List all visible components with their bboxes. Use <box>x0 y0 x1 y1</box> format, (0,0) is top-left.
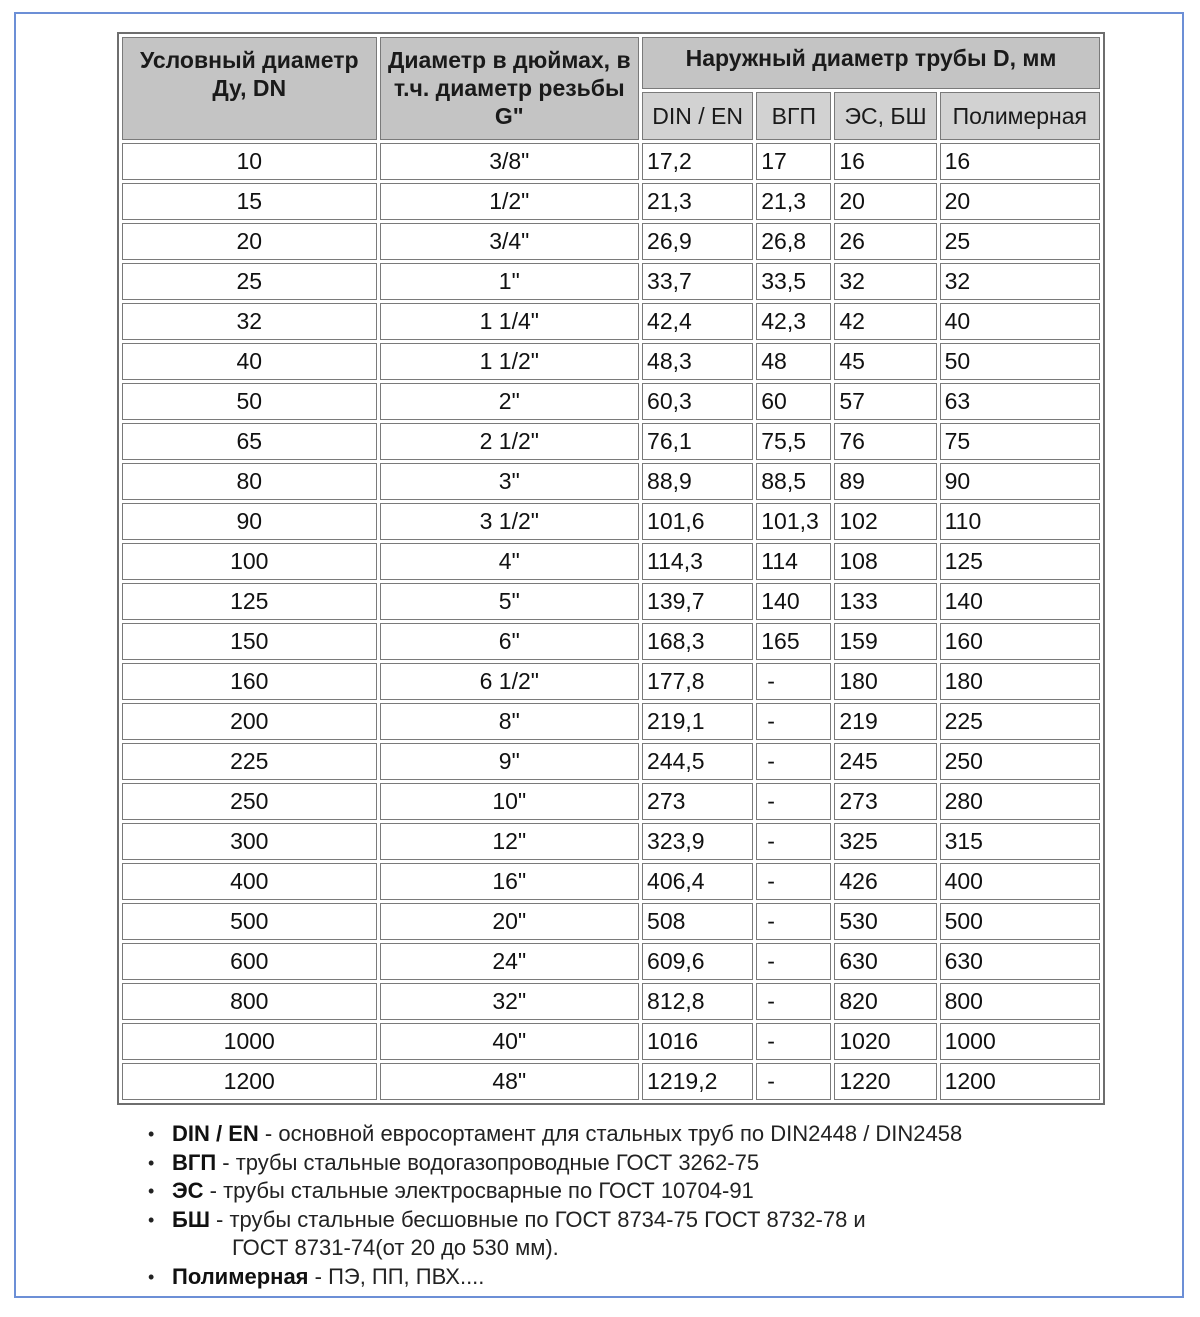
cell-es-bsh: 630 <box>834 943 936 980</box>
cell-din-en: 48,3 <box>642 343 753 380</box>
legend-notes <box>134 1120 962 1291</box>
legend-note <box>134 1263 962 1292</box>
bullet-icon: • <box>148 1209 155 1230</box>
table-row <box>122 463 1100 500</box>
cell-nominal-diameter: 50 <box>122 383 377 420</box>
legend-term: Полимерная <box>172 1263 309 1289</box>
cell-es-bsh: 273 <box>834 783 936 820</box>
cell-inch-diameter: 5" <box>380 583 640 620</box>
cell-polymer: 1000 <box>940 1023 1100 1060</box>
cell-inch-diameter: 1/2" <box>380 183 640 220</box>
bullet-icon: • <box>148 1152 155 1173</box>
table-row <box>122 703 1100 740</box>
cell-inch-diameter: 2 1/2" <box>380 423 640 460</box>
cell-polymer: 250 <box>940 743 1100 780</box>
header-din-en: DIN / EN <box>642 92 753 140</box>
cell-nominal-diameter: 20 <box>122 223 377 260</box>
cell-vgp: 60 <box>756 383 831 420</box>
table-row <box>122 783 1100 820</box>
cell-polymer: 75 <box>940 423 1100 460</box>
cell-polymer: 160 <box>940 623 1100 660</box>
cell-es-bsh: 180 <box>834 663 936 700</box>
cell-din-en: 101,6 <box>642 503 753 540</box>
cell-inch-diameter: 2" <box>380 383 640 420</box>
cell-inch-diameter: 40" <box>380 1023 640 1060</box>
cell-es-bsh: 159 <box>834 623 936 660</box>
legend-description: - трубы стальные электросварные по ГОСТ 10704-91 <box>203 1178 754 1203</box>
cell-es-bsh: 1220 <box>834 1063 936 1100</box>
cell-vgp: 26,8 <box>756 223 831 260</box>
legend-description-continued: ГОСТ 8731-74(от 20 до 530 мм). <box>232 1235 559 1260</box>
table-row <box>122 543 1100 580</box>
cell-din-en: 60,3 <box>642 383 753 420</box>
cell-nominal-diameter: 10 <box>122 143 377 180</box>
cell-es-bsh: 20 <box>834 183 936 220</box>
cell-din-en: 17,2 <box>642 143 753 180</box>
cell-polymer: 140 <box>940 583 1100 620</box>
cell-din-en: 26,9 <box>642 223 753 260</box>
cell-nominal-diameter: 400 <box>122 863 377 900</box>
cell-polymer: 40 <box>940 303 1100 340</box>
cell-inch-diameter: 4" <box>380 543 640 580</box>
cell-vgp: - <box>756 983 831 1020</box>
cell-es-bsh: 530 <box>834 903 936 940</box>
table-row <box>122 143 1100 180</box>
header-vgp: ВГП <box>756 92 831 140</box>
cell-es-bsh: 245 <box>834 743 936 780</box>
cell-nominal-diameter: 500 <box>122 903 377 940</box>
cell-es-bsh: 89 <box>834 463 936 500</box>
cell-vgp: - <box>756 663 831 700</box>
cell-es-bsh: 16 <box>834 143 936 180</box>
cell-vgp: 48 <box>756 343 831 380</box>
cell-din-en: 21,3 <box>642 183 753 220</box>
table-row <box>122 1023 1100 1060</box>
cell-vgp: 140 <box>756 583 831 620</box>
table-row <box>122 863 1100 900</box>
cell-vgp: 88,5 <box>756 463 831 500</box>
cell-vgp: - <box>756 823 831 860</box>
cell-vgp: 101,3 <box>756 503 831 540</box>
cell-es-bsh: 57 <box>834 383 936 420</box>
cell-din-en: 177,8 <box>642 663 753 700</box>
cell-vgp: 165 <box>756 623 831 660</box>
cell-nominal-diameter: 15 <box>122 183 377 220</box>
table-row <box>122 663 1100 700</box>
cell-polymer: 315 <box>940 823 1100 860</box>
cell-inch-diameter: 3" <box>380 463 640 500</box>
cell-inch-diameter: 12" <box>380 823 640 860</box>
cell-nominal-diameter: 250 <box>122 783 377 820</box>
cell-inch-diameter: 3/4" <box>380 223 640 260</box>
header-es-bsh: ЭС, БШ <box>834 92 936 140</box>
cell-nominal-diameter: 25 <box>122 263 377 300</box>
cell-vgp: - <box>756 703 831 740</box>
cell-polymer: 63 <box>940 383 1100 420</box>
cell-din-en: 88,9 <box>642 463 753 500</box>
cell-inch-diameter: 20" <box>380 903 640 940</box>
table-row <box>122 423 1100 460</box>
cell-es-bsh: 133 <box>834 583 936 620</box>
header-polymer: Полимерная <box>940 92 1100 140</box>
cell-es-bsh: 820 <box>834 983 936 1020</box>
cell-din-en: 114,3 <box>642 543 753 580</box>
cell-es-bsh: 325 <box>834 823 936 860</box>
cell-nominal-diameter: 300 <box>122 823 377 860</box>
pipe-diameter-table <box>117 32 1105 1105</box>
cell-nominal-diameter: 80 <box>122 463 377 500</box>
legend-term: ВГП <box>172 1149 217 1175</box>
bullet-icon: • <box>148 1181 155 1201</box>
table-row <box>122 583 1100 620</box>
cell-din-en: 812,8 <box>642 983 753 1020</box>
cell-inch-diameter: 32" <box>380 983 640 1020</box>
cell-inch-diameter: 48" <box>380 1063 640 1100</box>
cell-din-en: 609,6 <box>642 943 753 980</box>
cell-nominal-diameter: 125 <box>122 583 377 620</box>
legend-term: DIN / EN <box>172 1121 259 1146</box>
table-row <box>122 943 1100 980</box>
cell-din-en: 219,1 <box>642 703 753 740</box>
cell-vgp: 75,5 <box>756 423 831 460</box>
cell-din-en: 76,1 <box>642 423 753 460</box>
cell-polymer: 225 <box>940 703 1100 740</box>
cell-vgp: - <box>756 863 831 900</box>
legend-note <box>134 1177 962 1206</box>
cell-polymer: 16 <box>940 143 1100 180</box>
table-row <box>122 263 1100 300</box>
cell-inch-diameter: 9" <box>380 743 640 780</box>
cell-din-en: 244,5 <box>642 743 753 780</box>
table-body <box>122 143 1100 1100</box>
cell-inch-diameter: 1 1/4" <box>380 303 640 340</box>
cell-nominal-diameter: 150 <box>122 623 377 660</box>
cell-inch-diameter: 24" <box>380 943 640 980</box>
cell-inch-diameter: 6 1/2" <box>380 663 640 700</box>
cell-nominal-diameter: 90 <box>122 503 377 540</box>
cell-nominal-diameter: 1200 <box>122 1063 377 1100</box>
cell-es-bsh: 219 <box>834 703 936 740</box>
cell-es-bsh: 76 <box>834 423 936 460</box>
cell-inch-diameter: 16" <box>380 863 640 900</box>
cell-din-en: 1016 <box>642 1023 753 1060</box>
cell-polymer: 32 <box>940 263 1100 300</box>
legend-description: - трубы стальные бесшовные по ГОСТ 8734-75 ГОСТ 8732-78 и <box>209 1206 866 1232</box>
table-row <box>122 623 1100 660</box>
cell-din-en: 42,4 <box>642 303 753 340</box>
cell-polymer: 20 <box>940 183 1100 220</box>
cell-polymer: 90 <box>940 463 1100 500</box>
header-nominal-diameter: Условный диаметр Ду, DN <box>122 37 377 140</box>
cell-nominal-diameter: 100 <box>122 543 377 580</box>
bullet-icon: • <box>148 1124 155 1144</box>
cell-vgp: 17 <box>756 143 831 180</box>
cell-vgp: - <box>756 1063 831 1100</box>
header-inch-diameter: Диаметр в дюймах, в т.ч. диаметр резьбы G" <box>380 37 640 140</box>
cell-vgp: - <box>756 783 831 820</box>
cell-din-en: 168,3 <box>642 623 753 660</box>
cell-din-en: 406,4 <box>642 863 753 900</box>
cell-es-bsh: 108 <box>834 543 936 580</box>
cell-nominal-diameter: 800 <box>122 983 377 1020</box>
cell-din-en: 139,7 <box>642 583 753 620</box>
table-row <box>122 383 1100 420</box>
cell-es-bsh: 42 <box>834 303 936 340</box>
cell-din-en: 1219,2 <box>642 1063 753 1100</box>
cell-es-bsh: 26 <box>834 223 936 260</box>
cell-inch-diameter: 3/8" <box>380 143 640 180</box>
table-row <box>122 903 1100 940</box>
legend-note <box>134 1149 962 1178</box>
cell-polymer: 630 <box>940 943 1100 980</box>
cell-polymer: 400 <box>940 863 1100 900</box>
cell-vgp: - <box>756 943 831 980</box>
cell-nominal-diameter: 200 <box>122 703 377 740</box>
legend-description: - ПЭ, ПП, ПВХ.... <box>308 1263 485 1289</box>
cell-polymer: 280 <box>940 783 1100 820</box>
table-row <box>122 503 1100 540</box>
legend-description: - основной евросортамент для стальных труб по DIN2448 / DIN2458 <box>258 1121 963 1146</box>
legend-term: ЭС <box>172 1178 204 1203</box>
cell-nominal-diameter: 65 <box>122 423 377 460</box>
legend-term: БШ <box>172 1206 210 1232</box>
cell-vgp: 114 <box>756 543 831 580</box>
cell-nominal-diameter: 1000 <box>122 1023 377 1060</box>
cell-inch-diameter: 1 1/2" <box>380 343 640 380</box>
cell-din-en: 323,9 <box>642 823 753 860</box>
cell-inch-diameter: 3 1/2" <box>380 503 640 540</box>
cell-polymer: 125 <box>940 543 1100 580</box>
cell-vgp: 21,3 <box>756 183 831 220</box>
legend-note <box>134 1120 962 1149</box>
cell-vgp: - <box>756 903 831 940</box>
table-row <box>122 183 1100 220</box>
cell-es-bsh: 45 <box>834 343 936 380</box>
cell-nominal-diameter: 32 <box>122 303 377 340</box>
cell-inch-diameter: 10" <box>380 783 640 820</box>
cell-polymer: 180 <box>940 663 1100 700</box>
cell-vgp: 33,5 <box>756 263 831 300</box>
cell-polymer: 800 <box>940 983 1100 1020</box>
cell-inch-diameter: 1" <box>380 263 640 300</box>
table-row <box>122 823 1100 860</box>
cell-es-bsh: 102 <box>834 503 936 540</box>
cell-nominal-diameter: 225 <box>122 743 377 780</box>
cell-polymer: 110 <box>940 503 1100 540</box>
cell-din-en: 273 <box>642 783 753 820</box>
cell-nominal-diameter: 40 <box>122 343 377 380</box>
cell-vgp: 42,3 <box>756 303 831 340</box>
cell-nominal-diameter: 160 <box>122 663 377 700</box>
table-row <box>122 343 1100 380</box>
cell-inch-diameter: 8" <box>380 703 640 740</box>
cell-polymer: 25 <box>940 223 1100 260</box>
cell-es-bsh: 426 <box>834 863 936 900</box>
cell-vgp: - <box>756 743 831 780</box>
bullet-icon: • <box>148 1266 155 1287</box>
table-row <box>122 303 1100 340</box>
cell-din-en: 33,7 <box>642 263 753 300</box>
content-frame <box>14 12 1184 1298</box>
cell-es-bsh: 32 <box>834 263 936 300</box>
cell-polymer: 50 <box>940 343 1100 380</box>
table-row <box>122 983 1100 1020</box>
legend-description: - трубы стальные водогазопроводные ГОСТ 3262-75 <box>216 1149 760 1175</box>
header-outer-diameter: Наружный диаметр трубы D, мм <box>642 37 1100 89</box>
legend-note <box>134 1206 962 1263</box>
table-row <box>122 743 1100 780</box>
table-row <box>122 223 1100 260</box>
cell-inch-diameter: 6" <box>380 623 640 660</box>
cell-nominal-diameter: 600 <box>122 943 377 980</box>
cell-vgp: - <box>756 1023 831 1060</box>
cell-es-bsh: 1020 <box>834 1023 936 1060</box>
cell-din-en: 508 <box>642 903 753 940</box>
table-row <box>122 1063 1100 1100</box>
cell-polymer: 500 <box>940 903 1100 940</box>
cell-polymer: 1200 <box>940 1063 1100 1100</box>
